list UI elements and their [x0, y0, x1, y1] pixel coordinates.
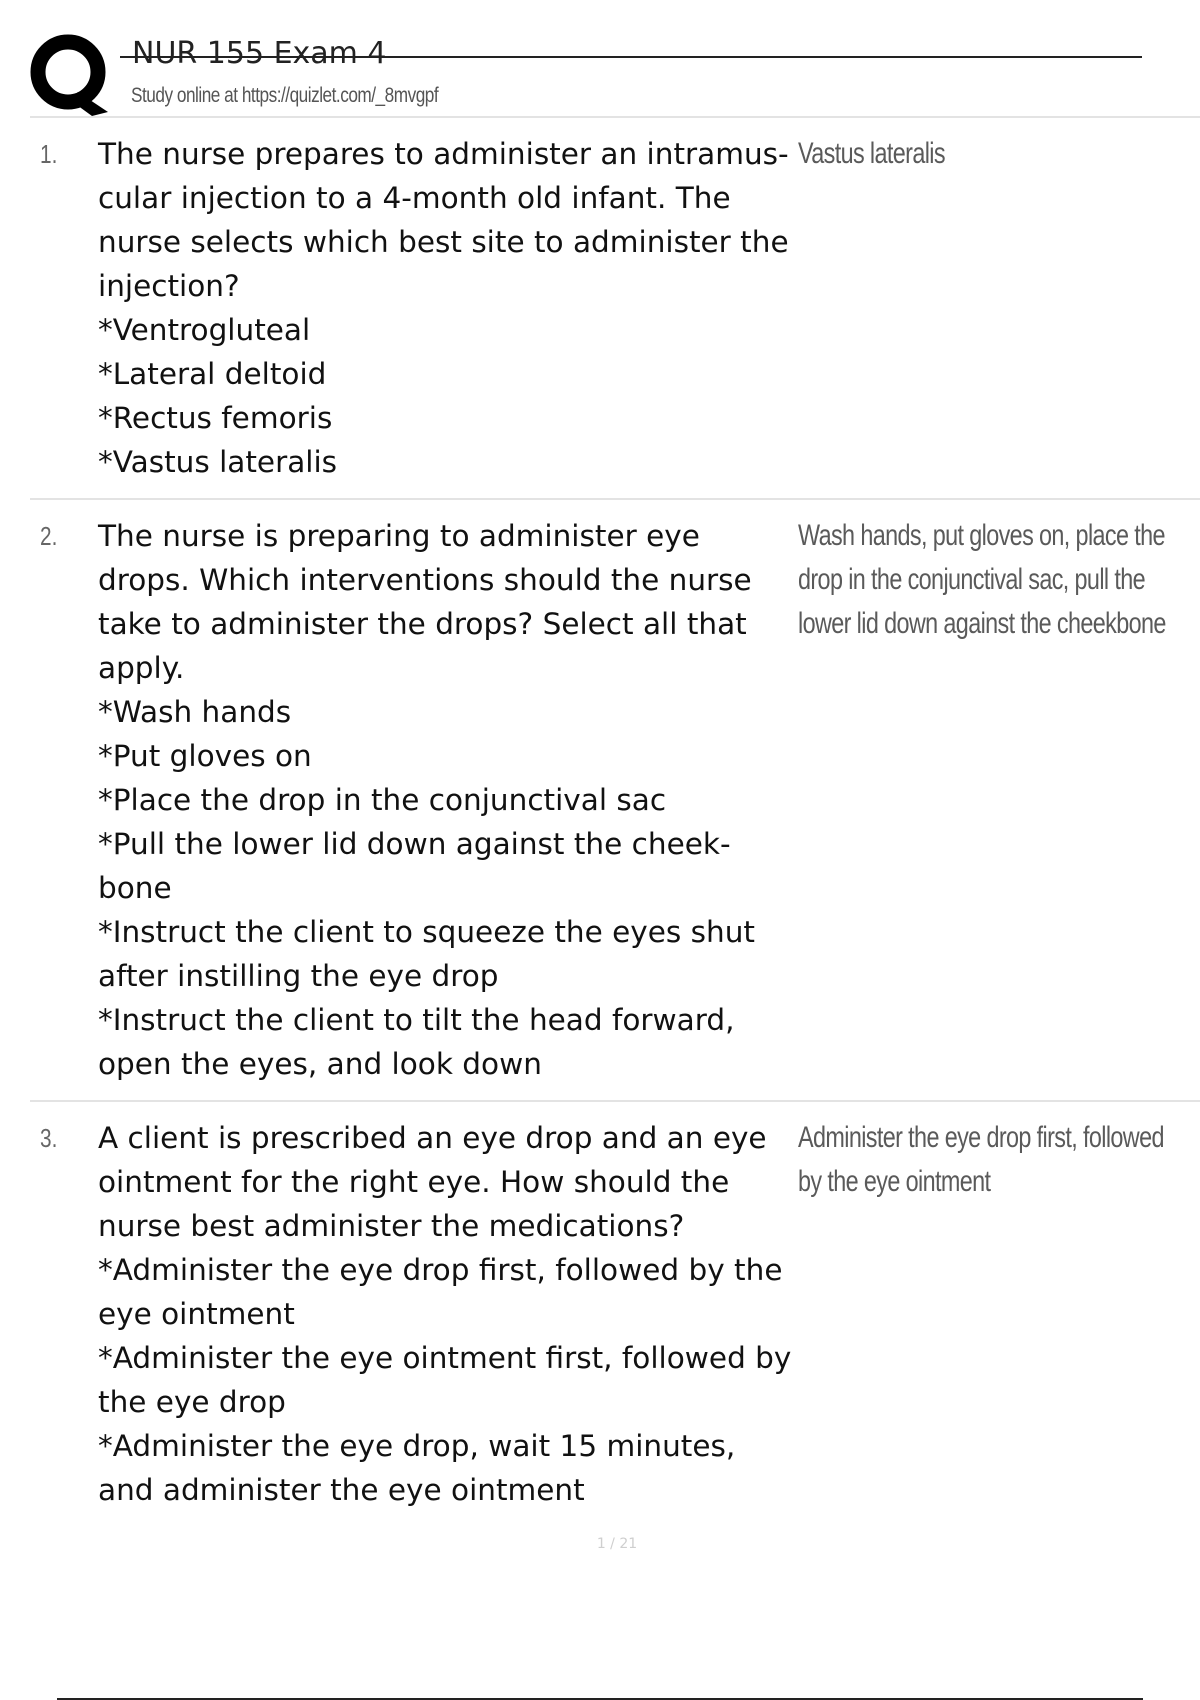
- term-option: *Vastus lateralis: [98, 445, 338, 479]
- term-line: A client is prescribed an eye drop and an eye: [98, 1121, 767, 1155]
- definition-line: drop in the conjunctival sac, pull the: [798, 563, 1146, 596]
- document-header: [0, 0, 1200, 120]
- definition-line: lower lid down against the cheekbone: [798, 607, 1166, 640]
- study-online-link-text[interactable]: Study online at https://quizlet.com/_8mvgpf: [131, 84, 439, 107]
- term-line: nurse best administer the medications?: [98, 1209, 685, 1243]
- card-number: 1.: [40, 139, 58, 169]
- term-option: the eye drop: [98, 1385, 286, 1419]
- term-line: The nurse prepares to administer an intramus-: [98, 137, 789, 171]
- definition-line: Administer the eye drop first, followed: [798, 1121, 1164, 1154]
- definition-line: Vastus lateralis: [798, 137, 945, 170]
- term-option: bone: [98, 871, 172, 905]
- term-option: *Instruct the client to tilt the head forward,: [98, 1003, 735, 1037]
- term-option: *Administer the eye ointment first, followed by: [98, 1341, 792, 1375]
- card-definition: [798, 132, 1198, 176]
- definition-line: by the eye ointment: [798, 1165, 991, 1198]
- term-line: drops. Which interventions should the nurse: [98, 563, 752, 597]
- term-option: *Place the drop in the conjunctival sac: [98, 783, 667, 817]
- card-number: 2.: [40, 521, 58, 551]
- term-option: *Wash hands: [98, 695, 292, 729]
- flashcard-list: [30, 118, 1200, 1526]
- term-line: injection?: [98, 269, 240, 303]
- term-option: *Administer the eye drop first, followed by the: [98, 1253, 783, 1287]
- page-number: 1 / 21: [596, 1536, 638, 1552]
- term-line: take to administer the drops? Select all that: [98, 607, 747, 641]
- term-option: eye ointment: [98, 1297, 295, 1331]
- term-option: *Lateral deltoid: [98, 357, 327, 391]
- term-line: nurse selects which best site to administer the: [98, 225, 789, 259]
- term-option: *Rectus femoris: [98, 401, 333, 435]
- card-term: [98, 132, 826, 484]
- term-option: *Put gloves on: [98, 739, 312, 773]
- term-line: The nurse is preparing to administer eye: [98, 519, 700, 553]
- document-title: NUR 155 Exam 4: [132, 36, 387, 71]
- card-definition: [798, 514, 1198, 646]
- term-option: *Instruct the client to squeeze the eyes shut: [98, 915, 755, 949]
- definition-line: Wash hands, put gloves on, place the: [798, 519, 1165, 552]
- card-term: [98, 514, 826, 1086]
- term-option: open the eyes, and look down: [98, 1047, 542, 1081]
- term-option: *Ventrogluteal: [98, 313, 311, 347]
- term-line: apply.: [98, 651, 185, 685]
- flashcard-1: [30, 118, 1200, 500]
- card-term: [98, 1116, 826, 1512]
- flashcard-2: [30, 500, 1200, 1102]
- term-option: and administer the eye ointment: [98, 1473, 585, 1507]
- flashcard-3: [30, 1102, 1200, 1526]
- term-option: *Administer the eye drop, wait 15 minutes,: [98, 1429, 736, 1463]
- term-option: after instilling the eye drop: [98, 959, 499, 993]
- card-number: 3.: [40, 1123, 58, 1153]
- term-line: ointment for the right eye. How should the: [98, 1165, 730, 1199]
- term-line: cular injection to a 4-month old infant. The: [98, 181, 731, 215]
- term-option: *Pull the lower lid down against the cheek-: [98, 827, 731, 861]
- card-definition: [798, 1116, 1198, 1204]
- quizlet-logo-icon: [30, 34, 112, 116]
